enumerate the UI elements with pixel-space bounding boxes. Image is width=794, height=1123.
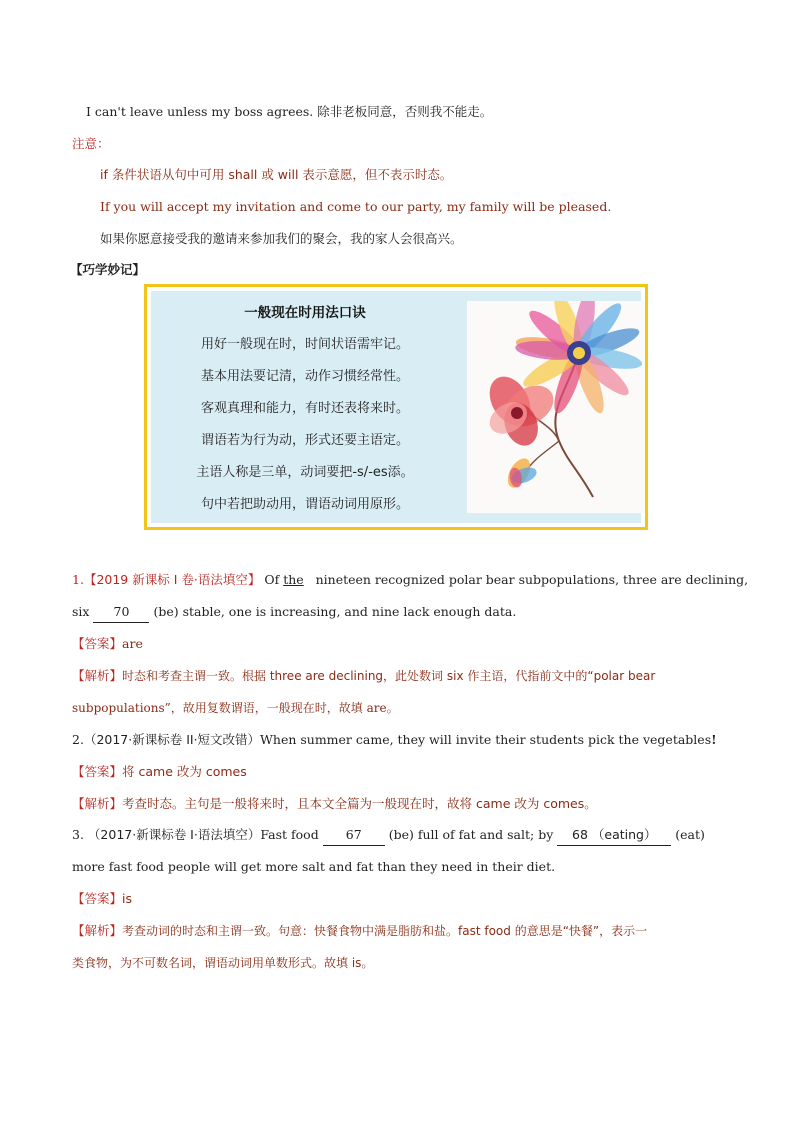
- poem-line: 谓语若为行为动，形式还要主语定。: [200, 433, 409, 448]
- flower-image: [467, 301, 645, 513]
- flower-illustration: [467, 301, 645, 513]
- poem-line: 基本用法要记清，动作习惯经常性。: [200, 369, 409, 384]
- q2-analysis: [72, 794, 597, 814]
- q3-text-c: (eat): [675, 827, 705, 842]
- q3-text-b: (be) full of fat and salt; by: [388, 827, 554, 842]
- note-example-en: If you will accept my invitation and come to our party, my family will be pleased.: [100, 199, 612, 214]
- q1-answer: [72, 634, 143, 654]
- q3-analysis-cont: 类食物，为不可数名词，谓语动词用单数形式。故填 is。: [72, 956, 374, 970]
- q3-line-1: [72, 825, 705, 846]
- q3-answer-value: is: [122, 891, 133, 906]
- example-en: I can't leave unless my boss agrees.: [86, 104, 314, 119]
- q2-source: （2017·新课标卷 II·短文改错）: [83, 732, 261, 747]
- q1-answer-value: are: [122, 636, 143, 651]
- q1-source: 【2019 新课标 I 卷·语法填空】: [83, 572, 261, 587]
- q2-line: [72, 730, 717, 750]
- q1-analysis-label: 【解析】: [72, 668, 123, 683]
- q1-blank: 70: [93, 602, 149, 623]
- q3-number: 3.: [72, 827, 84, 842]
- q2-number: 2.: [72, 732, 84, 747]
- q3-text-a: Fast food: [260, 827, 319, 842]
- poem-line: 句中若把助动用，谓语动词用原形。: [200, 497, 409, 512]
- mnemonic-box: [144, 284, 648, 530]
- q3-blank-2: 68 （eating）: [557, 825, 671, 846]
- q3-analysis-text: 考查动词的时态和主谓一致。句意：快餐食物中满是脂肪和盐。fast food 的意思是“快餐”，表示一: [122, 924, 648, 938]
- q1-line-1: [72, 570, 748, 590]
- q1-line-2: [72, 602, 516, 623]
- poem-line: 用好一般现在时，时间状语需牢记。: [200, 337, 409, 352]
- q2-analysis-text: 考查时态。主句是一般将来时，且本文全篇为一般现在时，故将 came 改为 comes。: [122, 796, 597, 811]
- example-zh: 除非老板同意，否则我不能走。: [317, 104, 493, 119]
- q1-text-of: Of: [264, 572, 280, 587]
- q1-text-d: (be) stable, one is increasing, and nine lack enough data.: [153, 604, 517, 619]
- poem-title: 一般现在时用法口诀: [244, 305, 366, 321]
- q2-mark: !: [711, 732, 717, 747]
- q1-text-b: nineteen recognized polar bear subpopulations, three are declining,: [315, 572, 749, 587]
- q3-analysis: [72, 921, 647, 941]
- note-label: 注意：: [72, 136, 110, 151]
- mnemonic-box-fill: [151, 291, 641, 523]
- q1-text-the: the: [283, 572, 304, 587]
- note-text: if 条件状语从句中可用 shall 或 will 表示意愿，但不表示时态。: [100, 167, 453, 182]
- poem-line: 主语人称是三单，动词要把-s/-es添。: [196, 465, 414, 480]
- example-sentence: [86, 102, 492, 122]
- q3-line-2: more fast food people will get more salt and fat than they need in their diet.: [72, 859, 556, 874]
- q2-analysis-label: 【解析】: [72, 796, 123, 811]
- q1-text-six: six: [72, 604, 90, 619]
- q2-answer-value: 将 came 改为 comes: [122, 764, 247, 779]
- note-example-zh: 如果你愿意接受我的邀请来参加我们的聚会，我的家人会很高兴。: [100, 231, 463, 246]
- tips-heading: 【巧学妙记】: [70, 262, 146, 277]
- poem-line: 客观真理和能力，有时还表将来时。: [200, 401, 409, 416]
- q3-answer-label: 【答案】: [72, 891, 123, 906]
- q2-answer: [72, 762, 247, 782]
- q1-analysis: [72, 666, 655, 686]
- q3-answer: [72, 889, 132, 909]
- q1-analysis-cont: subpopulations”，故用复数谓语，一般现在时，故填 are。: [72, 701, 399, 715]
- q2-answer-label: 【答案】: [72, 764, 123, 779]
- q2-text: When summer came, they will invite their students pick the vegetables: [260, 732, 712, 747]
- q3-source: （2017·新课标卷 I·语法填空）: [87, 827, 261, 842]
- q3-analysis-label: 【解析】: [72, 923, 123, 938]
- q1-answer-label: 【答案】: [72, 636, 123, 651]
- q1-number: 1.: [72, 572, 84, 587]
- q1-analysis-text: 时态和考查主谓一致。根据 three are declining，此处数词 six 作主语，代指前文中的“polar bear: [122, 669, 656, 683]
- q3-blank-1: 67: [323, 825, 385, 846]
